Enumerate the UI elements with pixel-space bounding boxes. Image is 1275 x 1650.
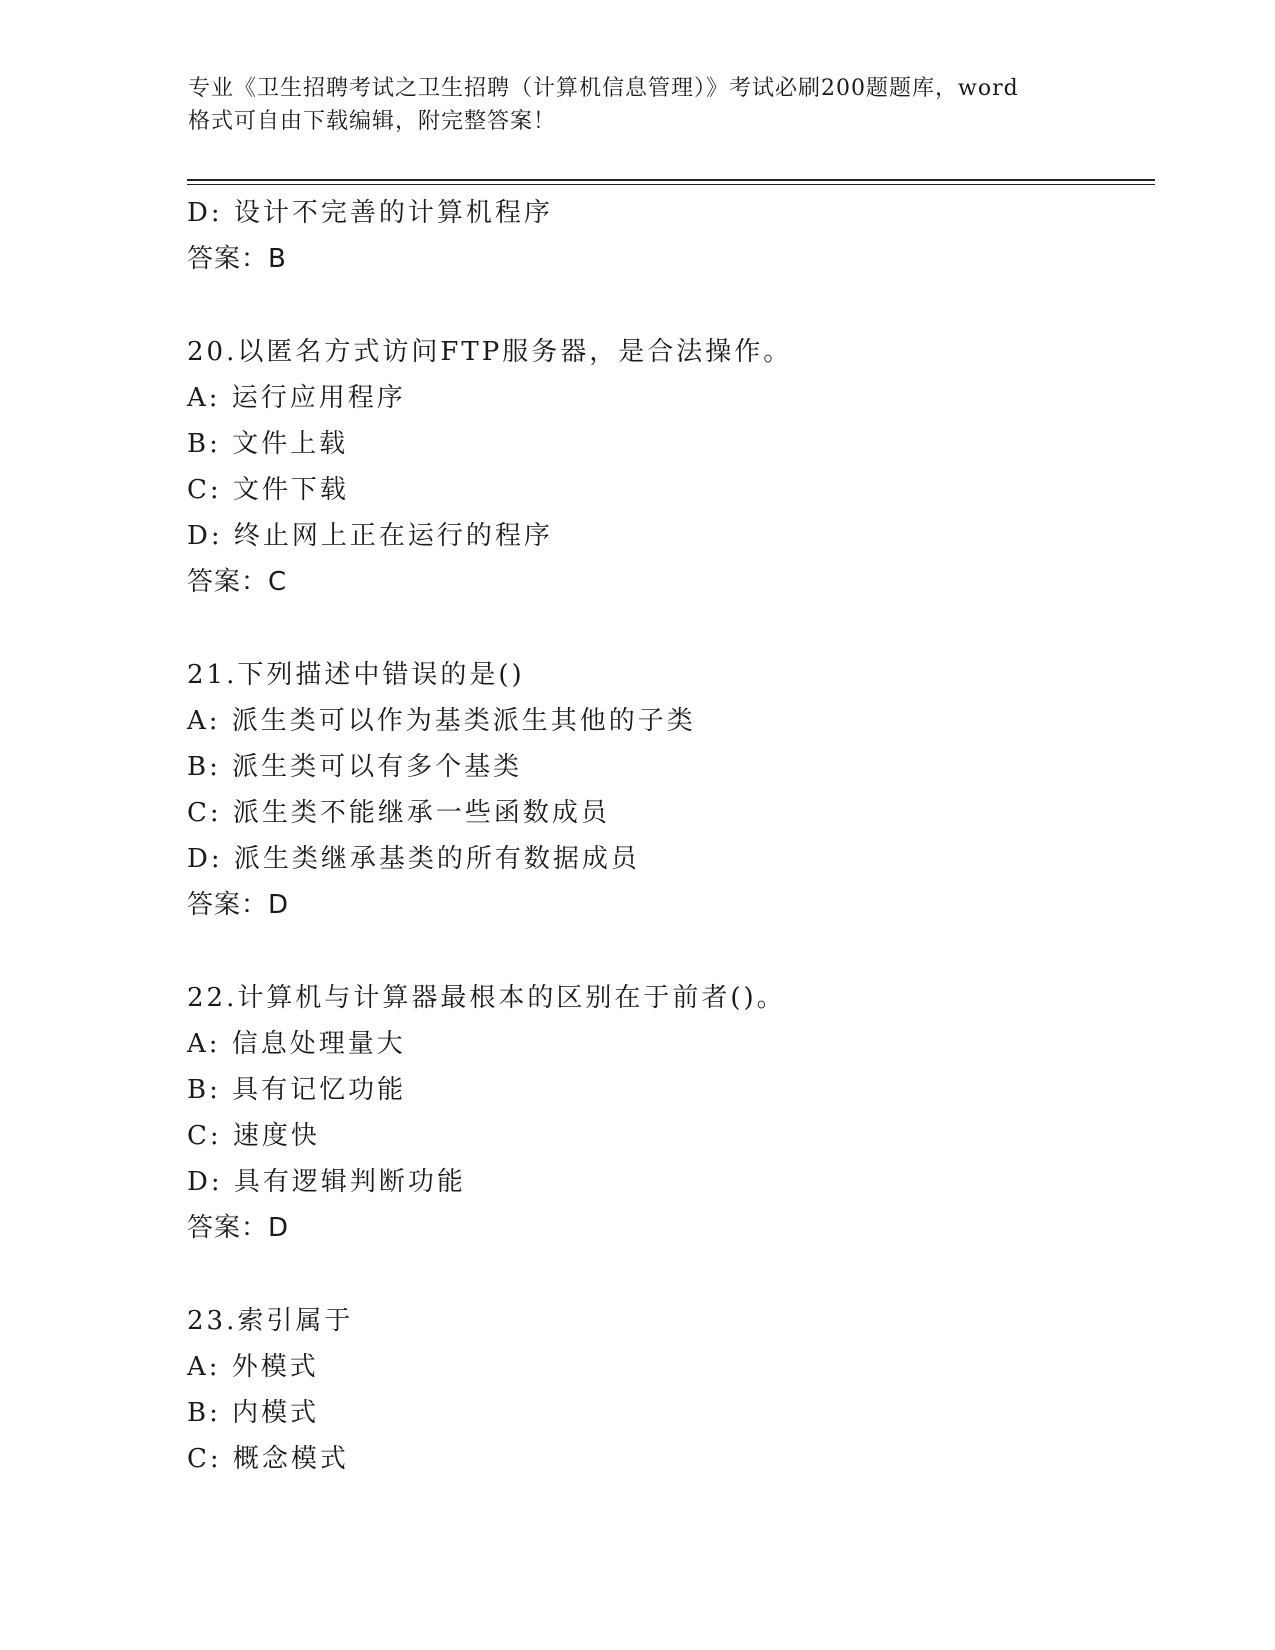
question-20: [187, 329, 1147, 605]
question-23: [187, 1298, 1147, 1482]
header-line-2: 格式可自由下载编辑，附完整答案！: [188, 109, 557, 134]
option-b: B: 内模式: [187, 1398, 320, 1428]
option-b: B: 具有记忆功能: [187, 1075, 407, 1105]
option-c: C: 文件下载: [187, 475, 349, 505]
option-b: B: 派生类可以有多个基类: [187, 752, 523, 782]
answer-line: 答案：D: [187, 1213, 290, 1243]
option-c: C: 概念模式: [187, 1444, 349, 1474]
option-a: A: 派生类可以作为基类派生其他的子类: [187, 706, 696, 736]
header-line-1: 专业《卫生招聘考试之卫生招聘（计算机信息管理）》考试必刷200题题库，word: [188, 76, 1019, 101]
option-c: C: 速度快: [187, 1121, 320, 1151]
option-a: A: 信息处理量大: [187, 1029, 406, 1059]
answer-line: 答案：D: [187, 890, 290, 920]
document-header: [188, 72, 1088, 138]
header-divider-thin: [187, 184, 1155, 185]
answer-line: 答案：C: [187, 567, 288, 597]
answer-line: 答案：B: [187, 244, 287, 274]
header-divider-thick: [187, 179, 1155, 181]
option-b: B: 文件上载: [187, 429, 349, 459]
question-list: [187, 190, 1147, 1482]
option-d: D: 终止网上正在运行的程序: [187, 521, 553, 551]
option-d: D: 设计不完善的计算机程序: [187, 198, 553, 228]
option-c: C: 派生类不能继承一些函数成员: [187, 798, 610, 828]
question-stem: 23.索引属于: [187, 1306, 354, 1336]
option-a: A: 外模式: [187, 1352, 319, 1382]
option-a: A: 运行应用程序: [187, 383, 406, 413]
question-22: [187, 975, 1147, 1251]
question-stem: 22.计算机与计算器最根本的区别在于前者()。: [187, 983, 786, 1013]
question-stem: 21.下列描述中错误的是(): [187, 660, 525, 690]
question-21: [187, 652, 1147, 928]
option-d: D: 具有逻辑判断功能: [187, 1167, 466, 1197]
question-stem: 20.以匿名方式访问FTP服务器，是合法操作。: [187, 337, 793, 367]
option-d: D: 派生类继承基类的所有数据成员: [187, 844, 640, 874]
